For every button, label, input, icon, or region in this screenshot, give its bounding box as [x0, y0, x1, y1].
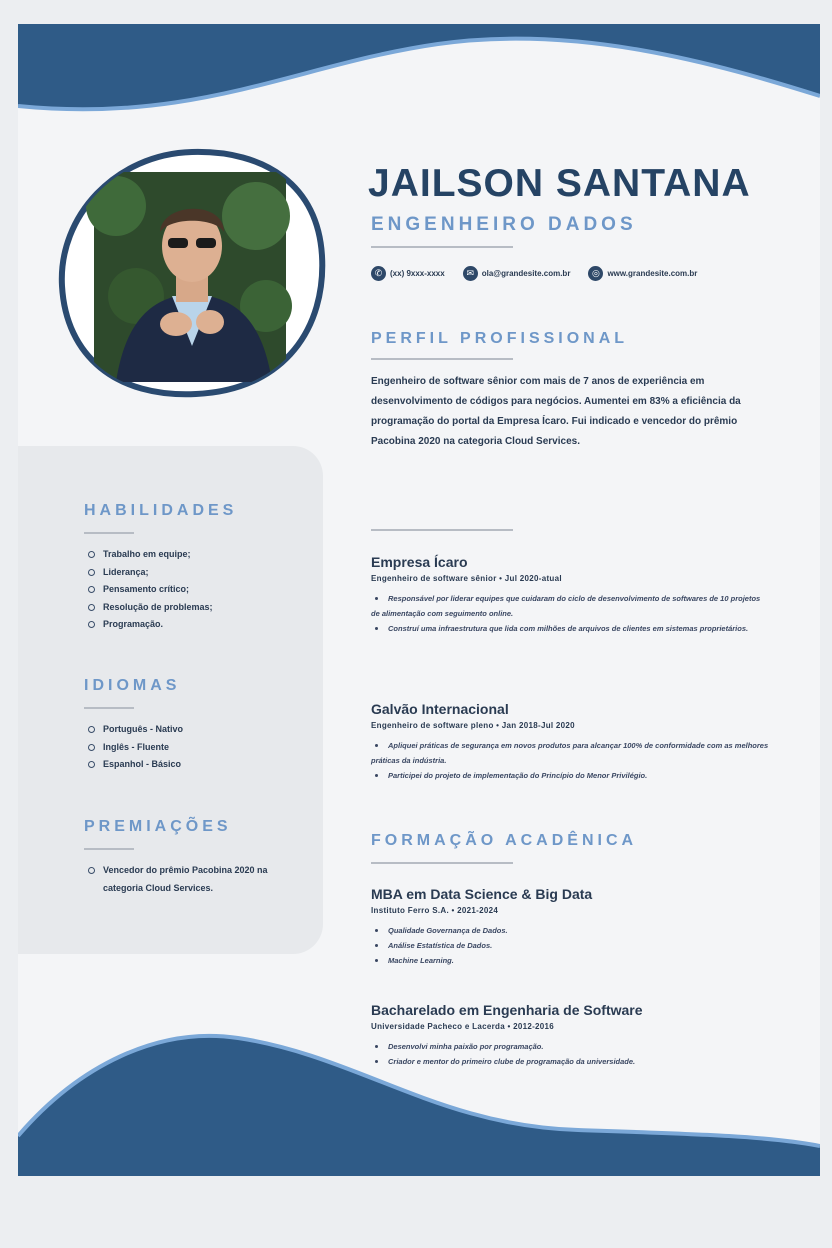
- experience-item: [371, 701, 771, 783]
- experience-bullets: [371, 738, 771, 783]
- list-item: Criador e mentor do primeiro clube de programação da universidade.: [371, 1054, 771, 1069]
- list-item: Trabalho em equipe;: [84, 546, 304, 564]
- profile-divider: [371, 358, 513, 360]
- list-item: Machine Learning.: [371, 953, 771, 968]
- title-divider: [371, 246, 513, 248]
- profile-section-title: PERFIL PROFISSIONAL: [371, 330, 629, 347]
- bullet-icon: [88, 586, 95, 593]
- bullet-icon: [88, 569, 95, 576]
- education-divider: [371, 862, 513, 864]
- awards-divider: [84, 848, 134, 850]
- bullet-icon: [88, 744, 95, 751]
- bullet-icon: [88, 726, 95, 733]
- resume-page: [18, 24, 820, 1176]
- awards-section: [84, 818, 304, 897]
- experience-item: [371, 554, 771, 636]
- education-bullets: [371, 923, 771, 968]
- list-item: Responsável por liderar equipes que cuidaram do ciclo de desenvolvimento de softwares de 10 projetos de alimentação com seguimento online.: [371, 594, 761, 618]
- bottom-wave-decoration: [18, 1026, 820, 1176]
- list-item: Análise Estatística de Dados.: [371, 938, 771, 953]
- phone-text: (xx) 9xxx-xxxx: [390, 269, 445, 278]
- experience-role: Engenheiro de software sênior • Jul 2020-atual: [371, 574, 562, 583]
- bullet-icon: [88, 621, 95, 628]
- profile-text: Engenheiro de software sênior com mais de 7 anos de experiência em desenvolvimento de códigos para negócios. Aumentei em 83% a eficiência da programação do portal da Empresa Ícaro. Fui indicado e vencedor do prêmio Pacobina 2020 na categoria Cloud Services.: [371, 376, 741, 447]
- education-degree: MBA em Data Science & Big Data: [371, 886, 593, 902]
- experience-company: Empresa Ícaro: [371, 554, 468, 570]
- languages-list: [84, 721, 304, 774]
- languages-divider: [84, 707, 134, 709]
- skills-section: [84, 502, 304, 634]
- list-item: Desenvolvi minha paixão por programação.: [371, 1039, 771, 1054]
- globe-icon: ◎: [588, 266, 603, 281]
- skills-title: HABILIDADES: [84, 502, 238, 519]
- list-item: Inglês - Fluente: [84, 739, 304, 757]
- email-icon: ✉: [463, 266, 478, 281]
- profile-photo: [56, 146, 328, 400]
- awards-list: [84, 862, 304, 897]
- list-item: Português - Nativo: [84, 721, 304, 739]
- candidate-job-title: ENGENHEIRO DADOS: [371, 214, 637, 235]
- education-item: [371, 886, 771, 968]
- list-item: Espanhol - Básico: [84, 756, 304, 774]
- list-item: Construí uma infraestrutura que lida com milhões de arquivos de clientes em sistemas proprietários.: [371, 621, 771, 636]
- bullet-icon: [88, 604, 95, 611]
- top-wave-decoration: [18, 24, 820, 134]
- experience-company: Galvão Internacional: [371, 701, 509, 717]
- contact-bar: [371, 266, 697, 281]
- email-text: ola@grandesite.com.br: [481, 269, 571, 278]
- list-item: Liderança;: [84, 564, 304, 582]
- education-meta: Universidade Pacheco e Lacerda • 2012-2016: [371, 1022, 555, 1031]
- candidate-name: JAILSON SANTANA: [368, 162, 751, 205]
- education-meta: Instituto Ferro S.A. • 2021-2024: [371, 906, 499, 915]
- experience-divider: [371, 529, 513, 531]
- website-text: www.grandesite.com.br: [607, 269, 698, 278]
- bullet-icon: [88, 867, 95, 874]
- phone-icon: ✆: [371, 266, 386, 281]
- list-item: Vencedor do prêmio Pacobina 2020 na categoria Cloud Services.: [84, 862, 274, 897]
- list-item: Apliquei práticas de segurança em novos produtos para alcançar 100% de conformidade com as melhores práticas da indústria.: [371, 741, 769, 765]
- contact-website[interactable]: [588, 266, 697, 281]
- list-item: Resolução de problemas;: [84, 599, 304, 617]
- list-item: Qualidade Governança de Dados.: [371, 923, 771, 938]
- bullet-icon: [88, 551, 95, 558]
- education-section-title: FORMAÇÃO ACADÊNICA: [371, 832, 638, 849]
- experience-bullets: [371, 591, 771, 636]
- bullet-icon: [88, 761, 95, 768]
- languages-title: IDIOMAS: [84, 677, 181, 694]
- skills-divider: [84, 532, 134, 534]
- contact-email[interactable]: [463, 266, 571, 281]
- skills-list: [84, 546, 304, 634]
- contact-phone[interactable]: [371, 266, 445, 281]
- awards-title: PREMIAÇÕES: [84, 818, 232, 835]
- experience-role: Engenheiro de software pleno • Jan 2018-Jul 2020: [371, 721, 575, 730]
- list-item: Participei do projeto de implementação do Princípio do Menor Privilégio.: [371, 768, 771, 783]
- languages-section: [84, 677, 304, 774]
- education-degree: Bacharelado em Engenharia de Software: [371, 1002, 643, 1018]
- list-item: Pensamento crítico;: [84, 581, 304, 599]
- list-item: Programação.: [84, 616, 304, 634]
